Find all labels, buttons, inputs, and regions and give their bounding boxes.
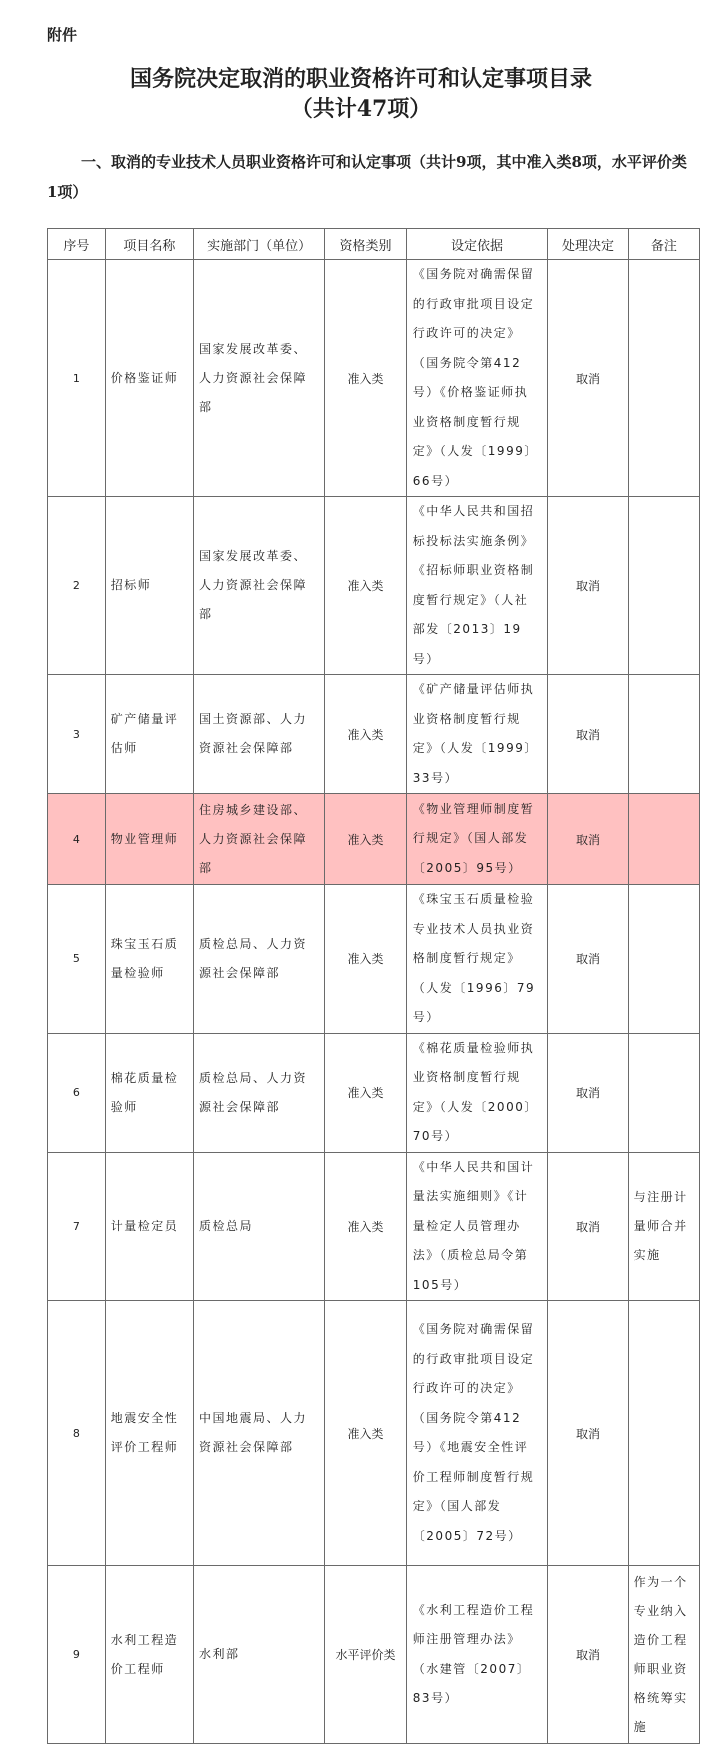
row-basis: 《矿产储量评估师执业资格制度暂行规定》（人发〔1999〕33号） (406, 675, 547, 794)
col-header-no: 序号 (48, 229, 106, 260)
row-basis: 《物业管理师制度暂行规定》（国人部发〔2005〕95号） (406, 794, 547, 885)
row-basis: 《中华人民共和国计量法实施细则》《计量检定人员管理办法》（质检总局令第105号） (406, 1152, 547, 1301)
qualification-table (47, 228, 700, 1744)
row-no: 6 (48, 1033, 106, 1152)
row-dept: 住房城乡建设部、人力资源社会保障部 (194, 794, 325, 885)
row-decision: 取消 (548, 260, 628, 497)
row-note (628, 1301, 699, 1566)
row-no: 2 (48, 497, 106, 675)
row-note (628, 885, 699, 1034)
row-dept: 质检总局 (194, 1152, 325, 1301)
row-dept: 水利部 (194, 1566, 325, 1744)
row-note (628, 675, 699, 794)
table-row-highlighted (48, 794, 700, 885)
table-row (48, 1152, 700, 1301)
row-category: 准入类 (325, 1033, 407, 1152)
row-note (628, 1033, 699, 1152)
row-no: 4 (48, 794, 106, 885)
row-category: 准入类 (325, 1152, 407, 1301)
row-no: 3 (48, 675, 106, 794)
row-decision: 取消 (548, 675, 628, 794)
row-basis: 《水利工程造价工程师注册管理办法》（水建管〔2007〕83号） (406, 1566, 547, 1744)
row-note (628, 794, 699, 885)
col-header-name: 项目名称 (105, 229, 193, 260)
document-title: 国务院决定取消的职业资格许可和认定事项目录 (129, 66, 592, 92)
row-decision: 取消 (548, 885, 628, 1034)
row-category: 水平评价类 (325, 1566, 407, 1744)
col-header-basis: 设定依据 (406, 229, 547, 260)
row-dept: 中国地震局、人力资源社会保障部 (194, 1301, 325, 1566)
row-dept: 国土资源部、人力资源社会保障部 (194, 675, 325, 794)
row-dept: 国家发展改革委、人力资源社会保障部 (194, 497, 325, 675)
row-dept: 质检总局、人力资源社会保障部 (194, 1033, 325, 1152)
row-name: 水利工程造价工程师 (105, 1566, 193, 1744)
row-dept: 质检总局、人力资源社会保障部 (194, 885, 325, 1034)
row-no: 5 (48, 885, 106, 1034)
row-basis: 《珠宝玉石质量检验专业技术人员执业资格制度暂行规定》（人发〔1996〕79号） (406, 885, 547, 1034)
row-category: 准入类 (325, 675, 407, 794)
table-row (48, 497, 700, 675)
row-decision: 取消 (548, 1033, 628, 1152)
row-category: 准入类 (325, 885, 407, 1034)
row-decision: 取消 (548, 497, 628, 675)
table-row (48, 1566, 700, 1744)
row-basis: 《国务院对确需保留的行政审批项目设定行政许可的决定》（国务院令第412号）《地震安全性评价工程师制度暂行规定》（国人部发〔2005〕72号） (406, 1301, 547, 1566)
col-header-note: 备注 (628, 229, 699, 260)
row-decision: 取消 (548, 1566, 628, 1744)
row-category: 准入类 (325, 497, 407, 675)
col-header-dept: 实施部门（单位） (194, 229, 325, 260)
row-name: 招标师 (105, 497, 193, 675)
row-decision: 取消 (548, 794, 628, 885)
row-category: 准入类 (325, 794, 407, 885)
row-note: 作为一个专业纳入造价工程师职业资格统筹实施 (628, 1566, 699, 1744)
table-row (48, 675, 700, 794)
table-row (48, 1033, 700, 1152)
table-header-row (48, 229, 700, 260)
row-category: 准入类 (325, 1301, 407, 1566)
col-header-category: 资格类别 (325, 229, 407, 260)
row-note: 与注册计量师合并实施 (628, 1152, 699, 1301)
row-category: 准入类 (325, 260, 407, 497)
table-row (48, 1301, 700, 1566)
row-no: 7 (48, 1152, 106, 1301)
col-header-decision: 处理决定 (548, 229, 628, 260)
attachment-label: 附件 (47, 26, 78, 44)
row-note (628, 497, 699, 675)
row-name: 物业管理师 (105, 794, 193, 885)
row-name: 价格鉴证师 (105, 260, 193, 497)
row-basis: 《中华人民共和国招标投标法实施条例》《招标师职业资格制度暂行规定》（人社部发〔2013〕19号） (406, 497, 547, 675)
row-name: 珠宝玉石质量检验师 (105, 885, 193, 1034)
row-basis: 《国务院对确需保留的行政审批项目设定行政许可的决定》（国务院令第412号）《价格鉴证师执业资格制度暂行规定》（人发〔1999〕66号） (406, 260, 547, 497)
row-decision: 取消 (548, 1152, 628, 1301)
row-name: 地震安全性评价工程师 (105, 1301, 193, 1566)
row-no: 1 (48, 260, 106, 497)
table-row (48, 885, 700, 1034)
section-intro: 一、取消的专业技术人员职业资格许可和认定事项（共计9项，其中准入类8项，水平评价类1项） (47, 153, 687, 201)
row-name: 棉花质量检验师 (105, 1033, 193, 1152)
document-title-count: （共计47项） (290, 96, 432, 122)
row-name: 矿产储量评估师 (105, 675, 193, 794)
table-row (48, 260, 700, 497)
row-basis: 《棉花质量检验师执业资格制度暂行规定》（人发〔2000〕70号） (406, 1033, 547, 1152)
row-note (628, 260, 699, 497)
row-no: 9 (48, 1566, 106, 1744)
row-dept: 国家发展改革委、人力资源社会保障部 (194, 260, 325, 497)
row-decision: 取消 (548, 1301, 628, 1566)
row-no: 8 (48, 1301, 106, 1566)
row-name: 计量检定员 (105, 1152, 193, 1301)
